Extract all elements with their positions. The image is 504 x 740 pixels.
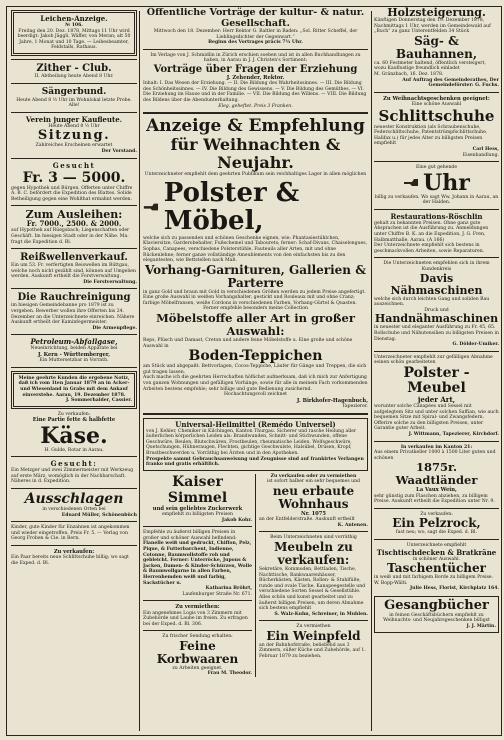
petroleum-title: Petroleum-Abfallgase,	[30, 337, 118, 347]
empfehle-addr: Laufenburger Straße Nr. 671.	[182, 591, 252, 597]
gesucht-body: gegen Hypothek und Bürgen. Offerten unter Chiffre A. B. C. befördert die Expedition des Blattes. Solide Betheiligung gegen eine Wohlthat ermahnt werden.	[11, 185, 133, 202]
boden-title: Boden-Teppichen	[188, 348, 323, 365]
reiswellen-body: Ein um 53. Fr. verfertigten Reiswellen im Büttgau, welche noch nicht gezählt sind, können auf Umgelien werden. Auskunft ertheilt die Forstverwaltung.	[11, 263, 136, 280]
tisch-sub: in schöner Auswahl.	[412, 556, 461, 562]
saengerbund-title: Sängerbund.	[41, 86, 107, 97]
divider	[11, 367, 137, 368]
gesucht-title: Gesucht	[52, 160, 96, 170]
divider	[374, 209, 499, 210]
gesangbuecher-sign: J. J. Märtin.	[466, 624, 496, 630]
divider	[143, 49, 368, 50]
vortraege-note: Beginn des Vortrages präcis 7¾ Uhr.	[208, 40, 303, 46]
book-author: J. Zehender, Rektor.	[226, 74, 285, 81]
kaese-body: Eine Partie fette & halbfette	[32, 417, 116, 424]
kinder-body: Kinder, gute Kinder für Enzahnen ist angekommen und wieder eingetroffen. Preis Fr. 5. — Verlag von Georg Froben & Cie. in Bern.	[11, 525, 130, 542]
wein-title: 1875r. Waadtländer	[395, 460, 478, 488]
ausleihen-title: Zum Ausleihen:	[25, 208, 123, 222]
ausleihen-amounts: Fr. 7000., 2500. & 2000.	[26, 219, 122, 229]
sitzung-title: Sitzung.	[37, 128, 111, 144]
weinpfeld-body: an der Bahnhofstraße, beliebend aus 3 Zimmern, süßer Küche und Zubehörde, auf 1. Februar 1879 zu beziehen.	[258, 642, 366, 660]
restaurations-body: gehalt zu bekannten Preisen. Ohne ganz gute Absprachen ist die Ausführung zu. Anmeldungen unter Chiffre B. K. an die Expedition. J. G. Fren, Halbmatthalle, Aarau. (A 166)	[374, 220, 489, 243]
anzeige-sub: für Weihnachten & Neujahr.	[170, 135, 341, 173]
tisch-pre: Unterzeichnete empfiehlt	[406, 542, 467, 548]
korb-pre: Zu frischer Sendung erhalten:	[162, 634, 233, 640]
verkauf-title: Zu verkaufen oder zu vermiethen	[270, 473, 357, 479]
restaurations-title: Restaurations-Röschlin	[390, 211, 483, 221]
meier-sign: J. Sommerhalder, Cassier.	[65, 398, 132, 404]
kaiser-who: Jakob Kohr.	[221, 517, 252, 523]
wohnhaus-title: neu erbaute Wohnhaus	[272, 483, 355, 511]
wohnhaus-no: Nr. 1075	[300, 510, 327, 517]
divider	[11, 248, 137, 249]
vorhang-body: in ganz Gold und braun mit Gold in verschiedenen Größen werden zu jedem Preise angefertigt.	[143, 289, 366, 295]
schlittschuhe-sign: Carl Hess,	[472, 146, 499, 152]
divider	[11, 521, 137, 522]
davis-title: Davis Nähmaschinen	[390, 271, 483, 297]
taschentuecher-body: in weiß und mit farbigem Borde zu billigem Preise. W. Bopp-Wälti.	[374, 575, 494, 586]
heilmittel-ad	[143, 418, 368, 471]
kaiser-sub: und sein geliebtes Zuckerwerk	[152, 505, 243, 512]
meubeln-note: Alles schön und kunst gearbeitet und zu äußerst billigen Preisen, um deren Abnahme sich bestens empfiehlt	[258, 594, 364, 612]
uhr-header	[374, 171, 499, 195]
davis-body: welche sich durch leichten Gang und soliden Bau auszeichnen.	[374, 296, 490, 308]
rauch-title: Die Rauchreinigung	[17, 292, 131, 304]
saeg-title: Säg- & Bauhannen,	[395, 33, 478, 61]
polster-meubel-sub: jeder Art,	[417, 394, 456, 404]
book-body: Inhalt: I. Das Wesen der Erziehung. — II. Die Bildung des Wahrheitssinnes. — III. Die Bildung des Schönheitssinnes. — IV. Die Bildung des Gewissens. — V. Die Bildung des Gemüthes. — VI. Die Erziehung im Hause und in der Familie. — VII. Die Bildung des Willens. — VIII. Die Bildung des Bildens über die Abendunterhaltung.	[143, 81, 367, 103]
gesangbuecher-title: Gesangbücher	[384, 597, 489, 613]
divider	[374, 508, 499, 509]
anzeige-title: Anzeige & Empfehlung	[146, 116, 365, 137]
polster-body: welche sich zu passenden und schönen Geschenke eignen, wie: Phantasiestühlchen, Klaviersitze, Garderobehalter, Fußschemel und Tabourets; ferner: Schaf-Divans, Chaiselongues, Sophas, Canapees, verschiedene Polsterstühle, Fauteuils aller Arten, mit und ohne Rückenlehne; ferner ganze vollständige Ameublements von den einfachsten bis zu den elegantesten, wie Bettstellen nach Maß.	[143, 235, 368, 264]
schlittschuhe-title: Schlittschuhe	[378, 106, 495, 125]
boden-sign-pre: Hochachtungsvoll zeichnet	[223, 392, 288, 398]
vermiethen-title: Zu vermiethen:	[175, 604, 220, 611]
vorhang-title: Vorhang-Garnituren, Gallerien & Parterre	[144, 262, 367, 290]
hand-body: in neuester und eleganter Ausführung zu Fr. 45, 65. Rollschuhe und Nähutensilien zu billigsten Preisen in Dienstag.	[374, 325, 499, 342]
divider	[11, 456, 137, 457]
pelz-title: Ein Pelzrock,	[392, 516, 481, 531]
weihnacht-pre: Zu Weihnachtsgeschenken geeignet:	[383, 95, 490, 102]
korb-body: zu Arbeiten geeignet.	[172, 665, 223, 671]
saeg-date: M. Gränzbach, 16. Dez. 1878.	[374, 71, 444, 77]
kaiser-title: Kaiser Simmel	[167, 473, 228, 506]
divider	[143, 600, 252, 601]
ad-title: Leichen-Anzeige.	[40, 14, 108, 23]
kaese-pre: Zu verkaufen:	[57, 411, 91, 417]
vortraege-title: Öffentliche Vorträge der kultur- & natur. Gesellschaft.	[146, 7, 365, 29]
divider	[259, 620, 368, 621]
gesangbuecher-body: in feinen Geschäftsbüchern empfiehlt zu Weihnachts- und Neujahrsgeschenken billigst	[383, 612, 490, 624]
gesucht2-body: Ein Metzger und zwei Zimmermeister mit Werkzeug auf erste März, womöglich in der Nachbarschaft. Näheres in d. Expedition.	[11, 468, 134, 485]
moebelstoffe-title: Möbelstoffe aller Art in großer Auswahl:	[156, 311, 355, 339]
uhr-body: billig zu verkaufen. Wo sagt Ww. Johann in Aarau, an der Halden.	[374, 194, 499, 206]
reiswellen-title: Reißwellenverkauf.	[20, 252, 128, 264]
polster-title: Polster & Möbel,	[163, 177, 300, 236]
column-divider	[371, 11, 372, 731]
vermiethen-body: Ein angenehmes Logis von 3 Zimmern mit Zubehörde und Laube im freien. Zu erfragen bei der Exped. d. Bl. 306.	[143, 610, 248, 627]
divider	[143, 526, 252, 527]
hand-pre: Druck und	[424, 307, 449, 313]
gesucht-amount: Fr. 3 — 5000.	[22, 169, 126, 186]
petroleum-who: J. Kern - Württemberger,	[37, 352, 111, 359]
divider	[11, 334, 137, 335]
taschentuecher-sign: Julie Hess, Florist, Kirchplatz 164.	[409, 586, 499, 592]
boden-sign: J. Birkhofer-Hagenbuch,	[296, 397, 368, 404]
divider	[143, 112, 368, 114]
book-price: Eleg. geheftet. Preis 3 Franken.	[218, 103, 293, 109]
book-title: Vorträge über Fragen der Erziehung	[153, 63, 358, 75]
column-right	[374, 7, 499, 735]
divider	[11, 288, 137, 289]
empfehle-items: Flanelle weiß und gedruckt, Chiffon, Pelz, Pique, & Futterbarchent, Indienne, Cotonne, Baumwollstoffe roh und gebleicht. Ferner: Unterröcke, Jupons & Jacken, Damen- & Kinder-Schürzen, Wolle & Baumwollgarne in allen Farben, Herrenhemden weiß und farbig, Sackstücher u.	[143, 541, 253, 586]
kaese-sign: H. Gulde, Rotar in Aarau.	[44, 447, 104, 453]
ad-number: № 106.	[65, 23, 83, 28]
divider	[259, 531, 368, 532]
zuverkaufen-title: Zu verkaufen:	[53, 548, 95, 555]
divider	[374, 441, 499, 442]
gesangbuecher-ad	[374, 596, 499, 633]
meier-ad	[11, 371, 137, 409]
weinpfeld-title: Ein Weinpfeld	[266, 628, 361, 643]
ausschlag-who: Eduard Müller, Schönenbüch	[61, 512, 137, 518]
column-left	[11, 7, 137, 735]
pointing-hand-icon	[403, 178, 419, 188]
wein-body: Aus einem Privatkeller 1000 à 1500 Liter guten und schönen	[374, 450, 496, 461]
weinpfeld-pre: Zu vermiethen	[296, 624, 331, 630]
restaurations-note: Der Unterzeichnete empfiehlt sich bestens in geschmackvollen Arbeiten, sowie Reparaturen.	[374, 243, 485, 254]
weihnacht-sub: Eine schöne Auswahl	[411, 101, 462, 107]
divider	[11, 158, 137, 159]
divider	[374, 257, 499, 258]
kaiser-body: empfiehlt zu billigsten Preisen	[162, 511, 233, 517]
verlag-line: Im Verlage von J. Schmidlin in Zürich erschien soeben und ist in allen Buchhandlungen zu haben, in Aarau in J. J. Christen's Sortiment:	[150, 52, 361, 64]
polster-meubel-body: worunter solche Canapées und Sessel mit aufgelegtem Sitz und unter solchen Saffian, wie auch bequemen Sitze mit Spiral- und Zwangsfedern. Offerire solche zu den billigsten Preisen, unter Garantie guter Arbeit.	[374, 403, 499, 432]
divider	[374, 351, 499, 352]
wohnhaus-who: K. Antenen.	[337, 522, 368, 528]
pointing-hand-icon	[143, 200, 160, 214]
kaese-title: Käse.	[40, 422, 108, 449]
empfehle-body: Empfehle zu äußerst billigen Preisen in großer und schöner Auswahl befindend:	[143, 530, 237, 541]
uhr-pre: Eine gut gehende	[415, 165, 458, 171]
schlittschuhe-body: neuester Konstruktion (als Schraubenschuhe, Federschlittschuhe, Patentstrümpfschlittschuhe, Halifax u.) für jedes Alter zu billigsten Preisen empfiehlt	[374, 124, 488, 147]
divider	[374, 92, 499, 93]
empfehle-who: Katharina Bröhrt,	[205, 586, 252, 592]
ad-body: Freitag den 20. Dez. 1878, Mittags 11 Uhr wird beerdigt: Jakob Jäggli, Wäffer, von Meran; alt 50 Jahre, 1 Monat und 10 Tage. — Leibesbeamter, Feldstalls, Rathaus.	[17, 28, 131, 51]
korb-title: Feine Korbwaaren	[156, 638, 239, 666]
newspaper-page	[6, 6, 502, 736]
vorhang-body3: Ferner empfehle besonders meine Collection	[203, 306, 308, 312]
meier-body: Meine geehrte Kunden die ergebene Notiz, daß ich vom 1ten Januar 1879 an in Acker- und Wiesenland in Grabs mit dem Ankauf einverstehe. Aarau, 19. Dezember 1878.	[18, 375, 130, 398]
saeg-sign: Auf Auftrag des Gemeinderathes, Der Gemeindeförster: G. Fuchs.	[402, 77, 499, 89]
ausleihen-body: auf Hypothek auf Rüegsbach; Liegenschaften oder Geschäft. Im hiesigen Stadt oder in der Nähe. Ma. fragt die Expedition d. Bl.	[11, 228, 130, 245]
polster-meubel-pre: Unterzeichneter empfiehlt zur gefälligen Abnahme seinen schön gearbeiteten	[374, 354, 493, 366]
column-divider	[139, 11, 140, 731]
verkauf-body: ist sofort halber ein sehr bequemes und	[266, 479, 360, 485]
ausschlag-title: Ausschlagen	[24, 490, 124, 507]
uhr-title: Uhr	[423, 169, 470, 196]
davis-pre: Die Unterzeichneten empfehlen sich in ihrem Kundenkreis	[383, 261, 490, 273]
hand-sign: G. Dölder-Umiker.	[452, 342, 499, 348]
meubeln-pre: Beim Unterzeichneten sind vorräthig	[270, 535, 357, 541]
sitzung-pre: Heute Abend 8 ½ Uhr	[48, 123, 100, 129]
lower-center-split	[143, 474, 368, 677]
wein-body2: sehr günstig zum Flaschen abziehen, zu billigem Preise. Auskunft ertheilt die Expedition unter Nr. 9.	[374, 493, 495, 505]
divider	[11, 83, 137, 84]
petroleum-where: Ein Muttersetzbar in Vorrath.	[39, 358, 109, 364]
holz-title: Holzsteigerung.	[387, 7, 486, 19]
wein-sub: La Vaux Wein,	[416, 487, 457, 494]
ausschlag-body: in verschiedenen Orten bei	[42, 506, 106, 512]
saeg-body: ca. 60 Festmeter haltend, öffentlich versteigert, wozu Kauflustige freundlich einladet	[374, 60, 486, 72]
meubeln-who: S. Walz-Kuhn, Schreiner, in Muhlen.	[274, 611, 368, 617]
wohnhaus-body: an der Entfelderstraße. Auskunft ertheilt	[258, 517, 355, 523]
zither-title: Zither - Club.	[36, 62, 112, 74]
column-center	[143, 7, 368, 735]
schlittschuhe-addr: Eisenhandlung.	[462, 152, 499, 158]
rauch-sign: Die Armenpflege.	[92, 325, 137, 331]
divider	[11, 545, 137, 546]
vortraege-sub: Mittwoch den 18. Dezember: Herr Rektor G. Baltler in Baden: „Sol. Ritter Scheffel, der Lieblingsdichter der Gegenwart.“	[153, 29, 358, 40]
zither-body: II. Abtheilung heute Abend 8 Uhr.	[34, 73, 114, 79]
pelz-body: fast neu; wo, sagt die Exped. d. Bl.	[396, 530, 477, 536]
verein-title: Verein junger Kaufleute.	[25, 114, 123, 124]
anzeige-intro: Unterzeichneter empfiehlt dem geehrten Publikum sein reichhaltiges Lager in allen möglichen	[144, 172, 367, 178]
leichen-anzeige-ad	[11, 10, 137, 56]
gesucht2-title: Gesucht:	[50, 459, 98, 469]
wein-pre: In verkaufen im Kanton 21:	[400, 444, 473, 450]
boden-sign-role: Tapezierer.	[342, 404, 368, 410]
reiswellen-sign: Die Forstverwaltung.	[83, 279, 137, 285]
boden-body: am Stück und abgepaßt. Bettvorlagen, Cocos-Teppiche, Läufer für Gänge und Treppen, die sich gut tragen lassen.	[143, 364, 367, 375]
divider	[374, 539, 499, 540]
divider	[143, 630, 252, 631]
divider	[11, 488, 137, 489]
divider	[143, 413, 368, 415]
heilmittel-body: von J. Kehler, Chemiker in Kilchingen, Kanton Thurgau. Sicherer und rasche Heilung aller äußerlichen körperlichen Leiden als: Brandwunden, Schnitt- und Stichwunden, offene Geschwüre, Beulen, Blutschwären, Frostbeulen, rheumatische Leiden, Wolfsgeschwüre, Quetschungen, Hühneraugen, Flechten, gichtige Geschwulste, Halsübel, Drüsen, Kropf, Brustbeschwerden u. Vorräthig bei Ärzten und in den Apotheken.	[146, 428, 357, 456]
holz-body: Künftigen Donnerstag den 19. Dezember 1878, Nachmittags 1 Uhr, werden im Gemeindewald auf „Buch“ zu ganz Unterentfelden 34 Stück	[374, 18, 491, 35]
divider	[11, 59, 137, 60]
petroleum-body: Neueinrichtung, beiden Apparate bei	[30, 346, 118, 352]
lower-center-left	[143, 474, 252, 677]
column-divider	[255, 474, 256, 677]
sitzung-body: Zahlreiches Erscheinen erwartet	[35, 143, 113, 149]
divider	[374, 161, 499, 162]
divider	[11, 205, 137, 206]
divider	[11, 112, 137, 113]
vorhang-body2: Eine große Auswahl in weißen Vorhangshalter, gestickt und Rouleaux mit und ohne Cranz; farbige Möbelfransen, weiße Cordons in verschiedenen Farben, Vorhang-Gürtel & Quasten.	[143, 295, 357, 306]
zuverkaufen-body: Ein Paar bereits neue Schlittschuhe billig; wo sagt die Exped. d. Bl.	[11, 555, 129, 566]
tisch-title: Tischtischdecken & Bratkräne	[376, 547, 497, 557]
pelz-pre: Zu verkaufen:	[420, 511, 453, 517]
polster-header	[143, 179, 368, 235]
taschentuecher-title: Taschentücher	[387, 561, 486, 576]
sitzung-sign: Der Vorstand.	[101, 148, 137, 154]
korb-who: Frau M. Theodor.	[207, 671, 252, 677]
heilmittel-note: Prospekte sammt Gebrauchsanweisung und Zeugnisse sind auf frankirtes Verlangen franko und gratis erhältlich.	[146, 456, 364, 468]
meubeln-body: Sekretäre, Kommoden, Bettladen, Tische, Nachttische, Bankwaarenhäuser, Bücherkästen, Kästen, Rollen- & Stuhlfüße, runde und ovale Tische, Kanapeegestelle und verschiedene Sorten Sessel & Gesellstühle.	[258, 566, 366, 595]
boden-body2: Auch mache ich die geehrten Herrschaften höflichst aufmerksam, daß ich mich zur Anfertigung von ganzen Wohnungen und gefälligen Vorhänge, sowie für alle in meinem Fach vorkommenden Arbeiten bestens empfehle; sehr billige und gute Bedienung zusichernd.	[143, 375, 368, 392]
rauch-body: im hiesigen Gemeindebanne pro 1879 ist zu vergeben. Bewerber wollen ihre Offerten bis 24. Dezember an die Unterzeichnete einreichen. Nähere Auskunft ertheilt der Kaminfegermeister.	[11, 303, 135, 326]
polster-meubel-sign: J. Wittmann, Tapezierer, Kirchdorf.	[408, 431, 499, 437]
meubeln-title: Meubeln zu verkaufen:	[274, 539, 353, 567]
hand-title: Handnähmaschinen	[374, 312, 499, 326]
saengerbund-body: Heute Abend 8 ½ Uhr im Wohnlokal letzte Probe. Alle!	[16, 97, 132, 109]
moebelstoffe-body: Reps, Plüsch und Damast, Creton und andere feine Möbelstoffe u. Eine große und schöne Auswahl in	[143, 338, 353, 349]
lower-center-right	[259, 474, 368, 677]
polster-meubel-title: Polster - Meubel	[403, 364, 470, 396]
heilmittel-title: Universal-Heilmittel (Remédo Universel)	[175, 419, 336, 429]
